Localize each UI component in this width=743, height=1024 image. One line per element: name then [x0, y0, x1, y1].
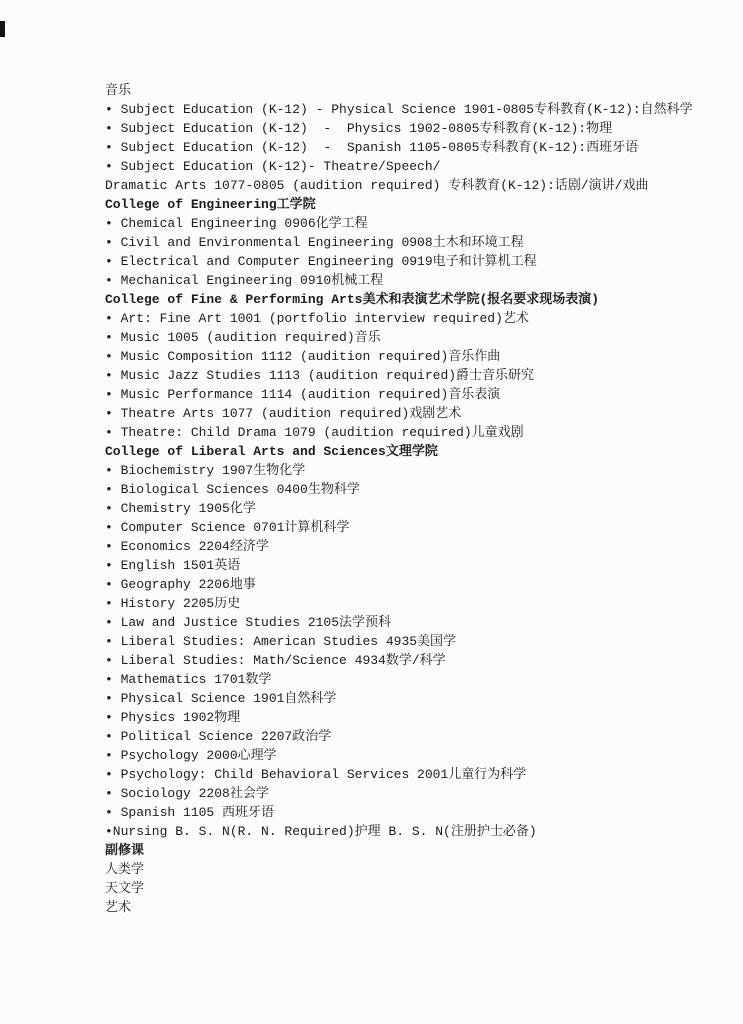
document-line: • Subject Education (K-12)- Theatre/Speech/ — [105, 159, 441, 174]
document-line: Dramatic Arts 1077-0805 (audition required) 专科教育(K-12):话剧/演讲/戏曲 — [105, 178, 649, 193]
document-line: • Psychology 2000心理学 — [105, 748, 277, 763]
document-line: • Mathematics 1701数学 — [105, 672, 272, 687]
document-line: • Art: Fine Art 1001 (portfolio interview required)艺术 — [105, 311, 529, 326]
document-line: 天文学 — [105, 881, 145, 896]
document-line: • Chemical Engineering 0906化学工程 — [105, 216, 368, 231]
document-line: 艺术 — [105, 900, 132, 915]
document-line: • Political Science 2207政治学 — [105, 729, 332, 744]
document-line: • Subject Education (K-12) - Physical Science 1901-0805专科教育(K-12):自然科学 — [105, 102, 693, 117]
document-line: 音乐 — [105, 83, 132, 98]
document-line: • Music 1005 (audition required)音乐 — [105, 330, 381, 345]
document-line: • Electrical and Computer Engineering 0919电子和计算机工程 — [105, 254, 537, 269]
document-line: • Physics 1902物理 — [105, 710, 241, 725]
document-line: • Biological Sciences 0400生物科学 — [105, 482, 360, 497]
document-line: • Theatre Arts 1077 (audition required)戏剧艺术 — [105, 406, 462, 421]
document-line: • Spanish 1105 西班牙语 — [105, 805, 275, 820]
document-line: • Psychology: Child Behavioral Services 2001儿童行为科学 — [105, 767, 527, 782]
document-line: • Music Jazz Studies 1113 (audition required)爵士音乐研究 — [105, 368, 535, 383]
document-line: • Economics 2204经济学 — [105, 539, 269, 554]
document-line: • Subject Education (K-12) - Physics 1902-0805专科教育(K-12):物理 — [105, 121, 613, 136]
document-line: • Music Composition 1112 (audition required)音乐作曲 — [105, 349, 501, 364]
document-line: • Theatre: Child Drama 1079 (audition required)儿童戏剧 — [105, 425, 524, 440]
document-line: • Physical Science 1901自然科学 — [105, 691, 337, 706]
document-line: •Nursing B. S. N(R. N. Required)护理 B. S. N(注册护士必备) — [105, 824, 537, 839]
document-content — [105, 81, 693, 917]
document-line: • Liberal Studies: American Studies 4935美国学 — [105, 634, 457, 649]
document-line: 副修课 — [105, 843, 145, 858]
document-line: • History 2205历史 — [105, 596, 241, 611]
document-line: • Chemistry 1905化学 — [105, 501, 256, 516]
document-line: • Sociology 2208社会学 — [105, 786, 269, 801]
document-line: • Computer Science 0701计算机科学 — [105, 520, 350, 535]
document-line: College of Engineering工学院 — [105, 197, 316, 212]
document-line: • Subject Education (K-12) - Spanish 1105-0805专科教育(K-12):西班牙语 — [105, 140, 639, 155]
document-line: • Biochemistry 1907生物化学 — [105, 463, 306, 478]
document-line: • Civil and Environmental Engineering 0908土木和环境工程 — [105, 235, 524, 250]
document-line: • Mechanical Engineering 0910机械工程 — [105, 273, 384, 288]
document-line: College of Liberal Arts and Sciences文理学院 — [105, 444, 438, 459]
document-line: • Music Performance 1114 (audition required)音乐表演 — [105, 387, 501, 402]
document-line: 人类学 — [105, 862, 145, 877]
document-line: • Liberal Studies: Math/Science 4934数学/科学 — [105, 653, 446, 668]
document-line: College of Fine & Performing Arts美术和表演艺术学院(报名要求现场表演) — [105, 292, 600, 307]
scanner-artifact-mark — [0, 21, 5, 37]
document-line: • English 1501英语 — [105, 558, 241, 573]
document-line: • Law and Justice Studies 2105法学预科 — [105, 615, 392, 630]
document-line: • Geography 2206地事 — [105, 577, 256, 592]
